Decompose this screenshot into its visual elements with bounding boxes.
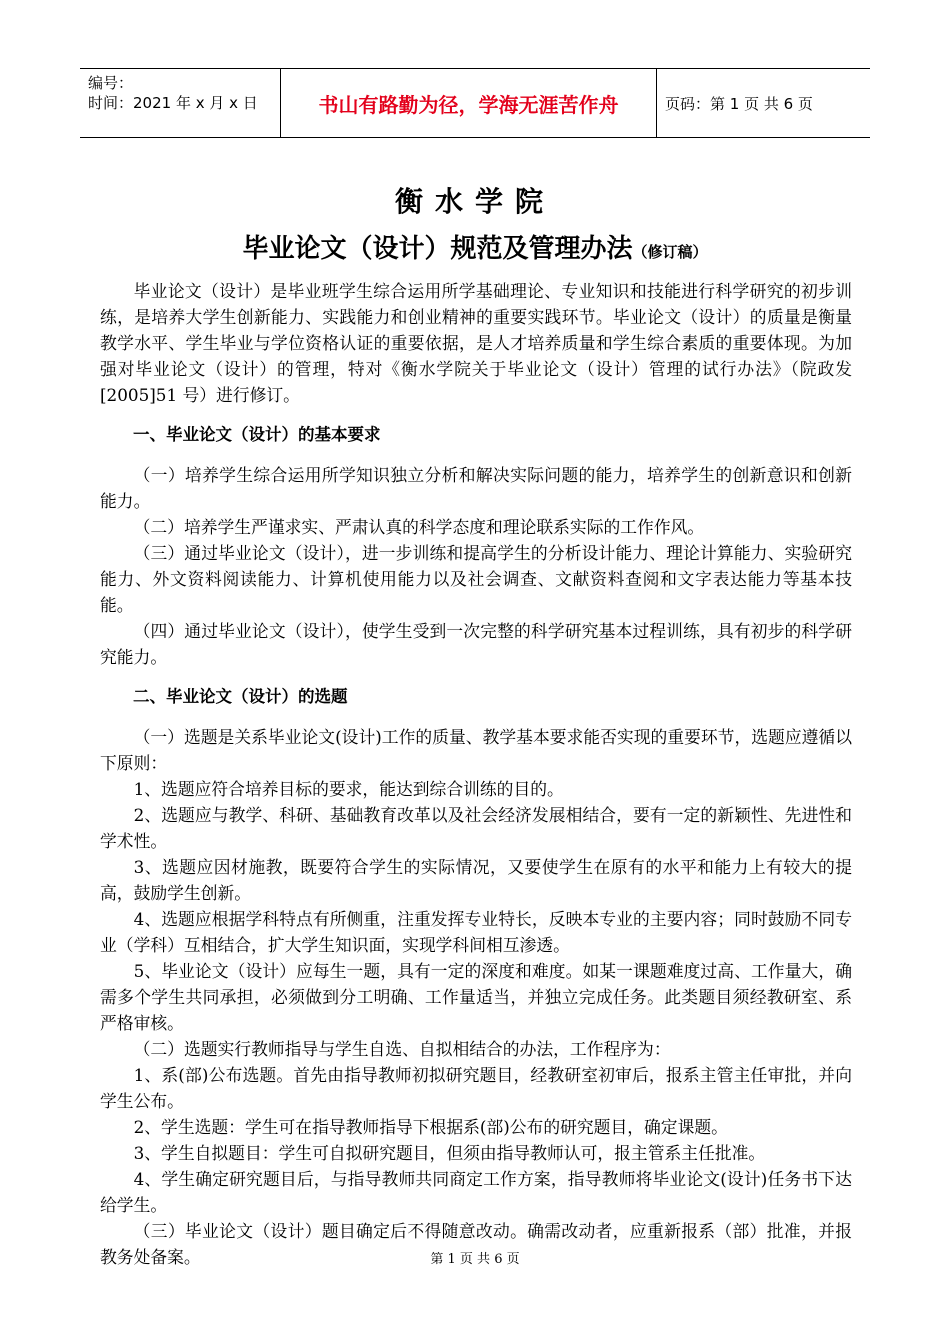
paragraph: 3、学生自拟题目：学生可自拟研究题目，但须由指导教师认可，报主管系主任批准。 [133,1143,766,1163]
document-header [80,68,870,138]
paragraph: 3、选题应因材施教，既要符合学生的实际情况，又要使学生在原有的水平和能力上有较大的提高，鼓励学生创新。 [100,857,852,903]
institution-title: 衡水学院 [394,185,555,218]
paragraph: （二）培养学生严谨求实、严肃认真的科学态度和理论联系实际的工作作风。 [133,517,705,537]
paragraph: 4、学生确定研究题目后，与指导教师共同商定工作方案，指导教师将毕业论文(设计)任务书下达给学生。 [100,1169,852,1215]
section-heading: 一、毕业论文（设计）的基本要求 [133,425,381,444]
page-footer: 第 1 页 共 6 页 [430,1252,520,1267]
header-motto: 书山有路勤为径，学海无涯苦作舟 [281,69,657,137]
paragraph: （三）通过毕业论文（设计），进一步训练和提高学生的分析设计能力、理论计算能力、实验研究能力、外文资料阅读能力、计算机使用能力以及社会调查、文献资料查阅和文字表达能力等基本技能。 [100,543,852,615]
document-body [100,278,852,1270]
paragraph: （二）选题实行教师指导与学生自选、自拟相结合的办法，工作程序为： [133,1039,671,1059]
paragraph: 2、学生选题：学生可在指导教师指导下根据系(部)公布的研究题目，确定课题。 [133,1117,728,1137]
document-title [0,228,950,265]
paragraph: 5、毕业论文（设计）应每生一题，具有一定的深度和难度。如某一课题难度过高、工作量大，确需多个学生共同承担，必须做到分工明确、工作量适当，并独立完成任务。此类题目须经教研室、系严格审核。 [100,961,852,1033]
paragraph: （三）毕业论文（设计）题目确定后不得随意改动。确需改动者，应重新报系（部）批准，并报教务处备案。 [100,1221,852,1267]
paragraph: 1、系(部)公布选题。首先由指导教师初拟研究题目，经教研室初审后，报系主管主任审批，并向学生公布。 [100,1065,852,1111]
time-label: 时间：2021 年 x 月 x 日 [88,94,258,112]
paragraph: 毕业论文（设计）是毕业班学生综合运用所学基础理论、专业知识和技能进行科学研究的初步训练，是培养大学生创新能力、实践能力和创业精神的重要实践环节。毕业论文（设计）的质量是衡量教学水平、学生毕业与学位资格认证的重要依据，是人才培养质量和学生综合素质的重要体现。为加强对毕业论文（设计）的管理，特对《衡水学院关于毕业论文（设计）管理的试行办法》（院政发[2005]51 号）进行修订。 [100,281,852,405]
paragraph: （四）通过毕业论文（设计），使学生受到一次完整的科学研究基本过程训练，具有初步的科学研究能力。 [100,621,852,667]
paragraph: （一）选题是关系毕业论文(设计)工作的质量、教学基本要求能否实现的重要环节，选题应遵循以下原则： [100,727,852,773]
paragraph: （一）培养学生综合运用所学知识独立分析和解决实际问题的能力，培养学生的创新意识和创新能力。 [100,465,852,511]
paragraph: 1、选题应符合培养目标的要求，能达到综合训练的目的。 [133,779,564,799]
document-title-text: 毕业论文（设计）规范及管理办法 [242,234,633,264]
paragraph: 2、选题应与教学、科研、基础教育改革以及社会经济发展相结合，要有一定的新颖性、先进性和学术性。 [100,805,852,851]
paragraph: 4、选题应根据学科特点有所侧重，注重发挥专业特长，反映本专业的主要内容；同时鼓励不同专业（学科）互相结合，扩大学生知识面，实现学科间相互渗透。 [100,909,852,955]
number-label: 编号： [88,74,134,92]
section-heading: 二、毕业论文（设计）的选题 [133,687,348,706]
header-page-label: 页码：第 1 页 共 6 页 [665,94,813,113]
revision-note: （修订稿） [632,243,708,261]
header-meta [80,69,281,137]
